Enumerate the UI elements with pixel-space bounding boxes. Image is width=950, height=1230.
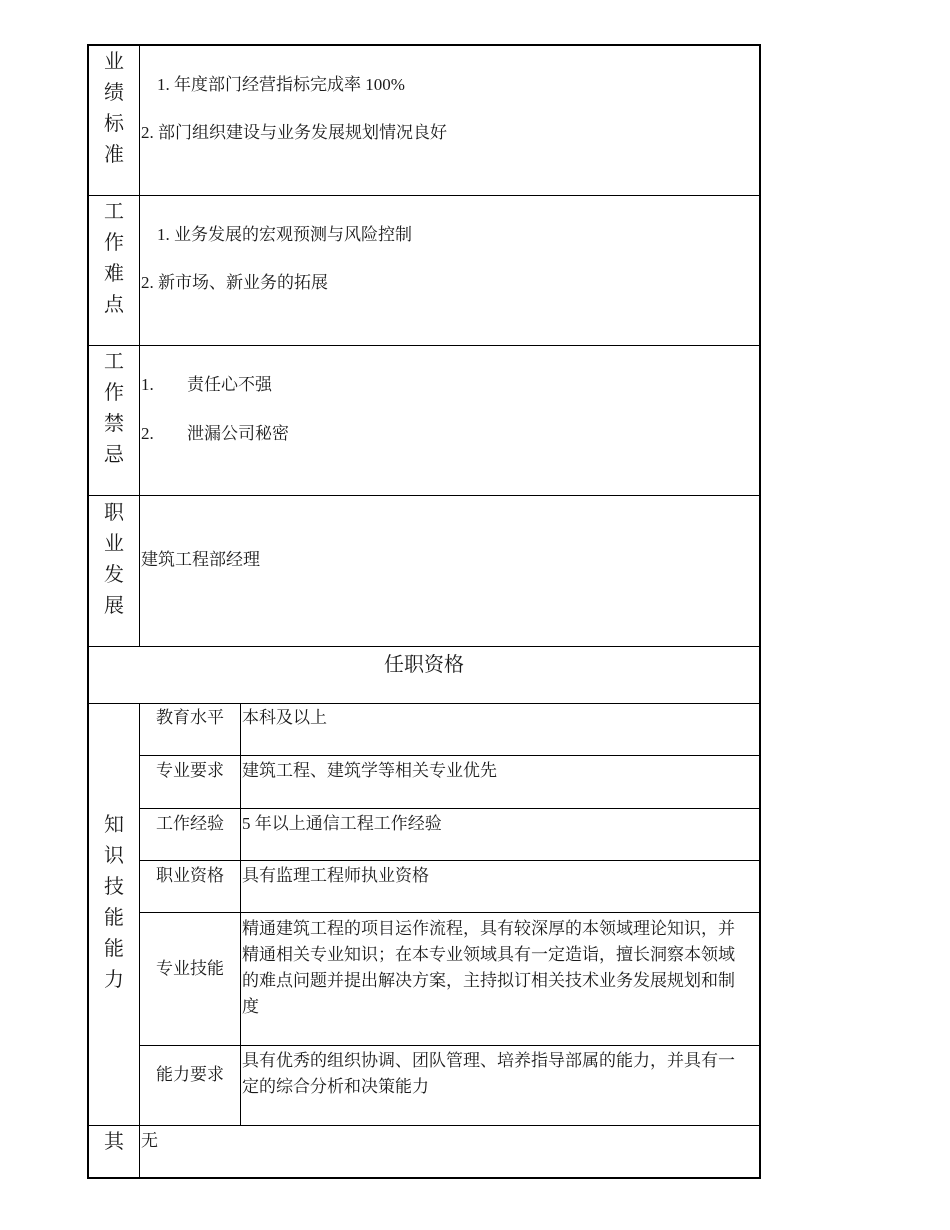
qual-row-divider	[140, 1045, 760, 1046]
qualifications-title: 任职资格	[384, 654, 464, 676]
row-divider	[88, 345, 760, 346]
difficulty-item-2: 2. 新市场、新业务的拓展	[141, 273, 328, 292]
taboo-item-2-text: 泄漏公司秘密	[187, 424, 289, 443]
performance-item-1: 1. 年度部门经营指标完成率 100%	[157, 75, 405, 94]
section-label-difficulties: 工 作 难 点	[104, 201, 124, 316]
section-label-career: 职 业 发 展	[104, 502, 124, 617]
row-divider	[88, 195, 760, 196]
row-divider	[88, 703, 760, 704]
difficulty-item-1: 1. 业务发展的宏观预测与风险控制	[157, 225, 412, 244]
qual-label-education: 教育水平	[156, 708, 224, 727]
qual-value-abilities: 具有优秀的组织协调、团队管理、培养指导部属的能力，并具有一定的综合分析和决策能力	[242, 1051, 735, 1096]
qual-label-skills: 专业技能	[156, 959, 224, 978]
career-item-1: 建筑工程部经理	[141, 550, 260, 569]
qual-label-major: 专业要求	[156, 761, 224, 780]
other-label: 其	[104, 1131, 124, 1153]
qual-row-divider	[140, 808, 760, 809]
row-divider	[88, 646, 760, 647]
label-column-divider-lower	[139, 703, 140, 1178]
section-label-performance: 业 绩 标 准	[104, 51, 124, 166]
other-value: 无	[141, 1131, 158, 1150]
qual-row-divider	[140, 912, 760, 913]
taboo-item-1-number: 1.	[141, 375, 154, 394]
qual-label-abilities: 能力要求	[156, 1065, 224, 1084]
row-divider	[88, 1125, 760, 1126]
qual-value-skills: 精通建筑工程的项目运作流程，具有较深厚的本领域理论知识，并精通相关专业知识；在本专业领域具有一定造诣，擅长洞察本领域的难点问题并提出解决方案，主持拟订相关技术业务发展规划和制度	[242, 919, 735, 1016]
qual-label-divider	[240, 703, 241, 1125]
qual-value-experience: 5 年以上通信工程工作经验	[242, 814, 442, 833]
performance-item-2: 2. 部门组织建设与业务发展规划情况良好	[141, 123, 447, 142]
qual-value-major: 建筑工程、建筑学等相关专业优先	[242, 761, 497, 780]
qual-label-certification: 职业资格	[156, 866, 224, 885]
section-label-taboos: 工 作 禁 忌	[104, 351, 124, 466]
taboo-item-2-number: 2.	[141, 424, 154, 443]
row-divider	[88, 495, 760, 496]
qual-label-experience: 工作经验	[156, 814, 224, 833]
qual-row-divider	[140, 860, 760, 861]
qual-value-certification: 具有监理工程师执业资格	[242, 866, 429, 885]
qual-value-education: 本科及以上	[242, 708, 327, 727]
qual-row-divider	[140, 755, 760, 756]
qualifications-group-label: 知 识 技 能 能 力	[104, 814, 124, 991]
taboo-item-1-text: 责任心不强	[187, 375, 272, 394]
